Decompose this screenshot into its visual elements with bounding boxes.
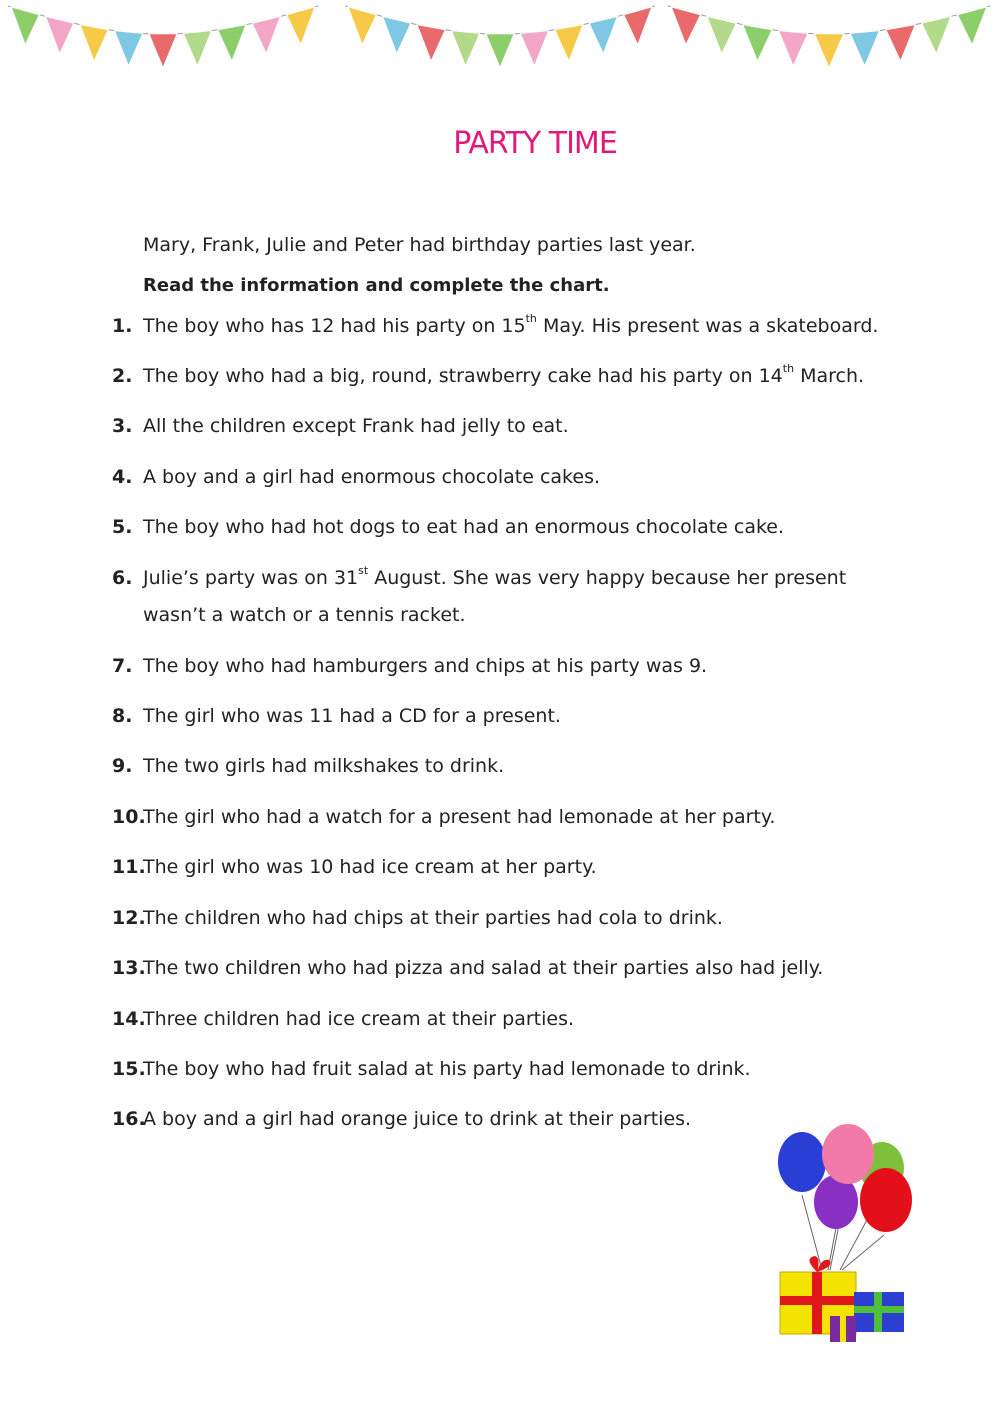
bunting-flag [218,25,246,62]
bunting-flag [555,25,583,62]
bunting-flag [486,34,514,68]
page-title: PARTY TIME [453,126,617,161]
bunting-flag [183,31,211,66]
clue-number: 15. [112,1058,146,1080]
bunting-flag [46,16,74,53]
intro-text: Mary, Frank, Julie and Peter had birthday parties last year. [143,234,696,256]
bunting-flag [149,34,177,68]
bunting-flag [707,16,736,53]
clue-text: The boy who had hot dogs to eat had an enormous chocolate cake. [143,516,785,538]
clue-number: 13. [112,957,146,979]
clue-number: 4. [112,466,133,488]
red-balloon [860,1168,912,1232]
clue-number: 1. [112,315,133,337]
clue-number: 5. [112,516,133,538]
blue-balloon [778,1132,826,1192]
bunting-flag [383,16,411,53]
clue-text: The boy who has 12 had his party on 15th May. His present was a skateboard. [143,312,879,337]
bunting-flag [743,25,772,62]
bunting-flag [850,31,879,66]
clue-text: Three children had ice cream at their parties. [143,1008,575,1030]
bunting-flag [451,31,479,66]
clue-text: The two girls had milkshakes to drink. [143,755,505,777]
clue-text: The girl who was 11 had a CD for a present. [143,705,561,727]
bunting-flag [80,25,108,62]
clue-text: The children who had chips at their parties had cola to drink. [143,907,723,929]
bunting-flag [886,25,915,62]
clue-text: All the children except Frank had jelly to eat. [143,415,569,437]
clue-text: The two children who had pizza and salad at their parties also had jelly. [143,957,824,979]
pink-balloon [822,1124,874,1184]
bunting-flag [348,7,376,45]
clue-number: 12. [112,907,146,929]
clue-text: Julie’s party was on 31st August. She was very happy because her present [143,564,847,589]
bunting-flag [814,34,843,68]
clue-text: The boy who had hamburgers and chips at his party was 9. [143,655,708,677]
bunting-flag [922,16,951,53]
bunting-flag [671,7,700,45]
bunting-flag [252,16,280,53]
bunting-flag [114,31,142,66]
bunting-flag [589,16,617,53]
clue-number: 10. [112,806,146,828]
bunting-flag [417,25,445,62]
bunting-flag [957,7,986,45]
clue-number: 7. [112,655,133,677]
clue-number: 11. [112,856,146,878]
clue-text: The girl who had a watch for a present had lemonade at her party. [143,806,776,828]
balloons-and-gifts-image [770,1120,920,1360]
bunting-flag [520,31,548,66]
bunting-decoration [0,0,1000,100]
clue-number: 8. [112,705,133,727]
clue-text: A boy and a girl had enormous chocolate cakes. [143,466,601,488]
bunting-flag [287,7,315,45]
clue-number: 3. [112,415,133,437]
instruction-text: Read the information and complete the chart. [143,275,610,296]
clue-number: 9. [112,755,133,777]
clue-number: 6. [112,567,133,589]
clue-text-continued: wasn’t a watch or a tennis racket. [143,604,466,626]
bunting-flag [779,31,808,66]
clue-text: The girl who was 10 had ice cream at her party. [143,856,597,878]
clue-text: The boy who had a big, round, strawberry cake had his party on 14th March. [143,362,865,387]
bunting-flag [11,7,39,45]
clue-text: The boy who had fruit salad at his party had lemonade to drink. [143,1058,751,1080]
clue-number: 2. [112,365,133,387]
bunting-flag [624,7,652,45]
clue-text: A boy and a girl had orange juice to drink at their parties. [143,1108,692,1130]
clue-number: 16. [112,1108,146,1130]
clue-number: 14. [112,1008,146,1030]
